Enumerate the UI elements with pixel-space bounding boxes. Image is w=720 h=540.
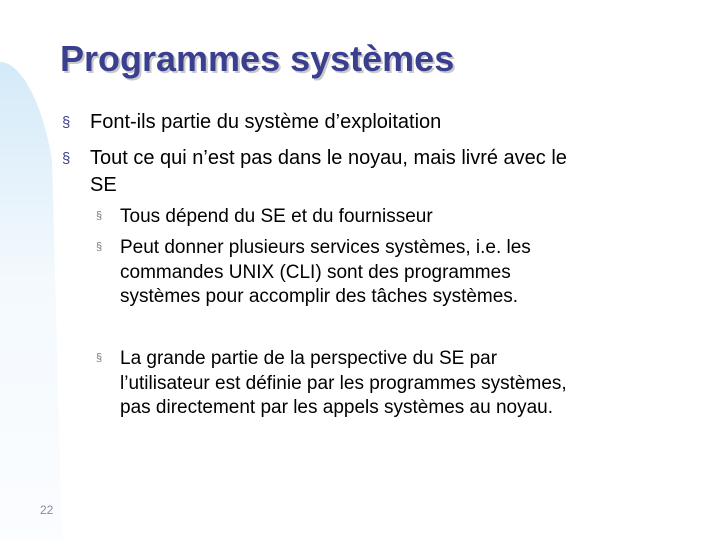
bullet-marker: § xyxy=(62,150,71,167)
bullet-text: Tout ce qui n’est pas dans le noyau, mais livré avec le SE xyxy=(90,147,567,196)
bullet-item xyxy=(62,145,582,199)
sub-bullet-item xyxy=(96,205,616,230)
sub-bullet-item xyxy=(96,347,591,421)
sub-bullet-text: Tous dépend du SE et du fournisseur xyxy=(120,206,433,227)
sub-bullet-marker: § xyxy=(96,352,103,364)
sub-bullet-text: La grande partie de la perspective du SE par l’utilisateur est définie par les programmes systèmes, pas directement par les appels systèmes au noyau. xyxy=(120,348,567,418)
sub-bullet-text: Peut donner plusieurs services systèmes, i.e. les commandes UNIX (CLI) sont des programmes systèmes pour accomplir des tâches systèmes. xyxy=(120,237,531,307)
sub-bullet-marker: § xyxy=(96,210,103,222)
page-number: 22 xyxy=(40,503,54,517)
sub-bullet-marker: § xyxy=(96,241,103,253)
bullet-marker: § xyxy=(62,114,71,131)
bullet-item xyxy=(62,109,622,136)
bullet-text: Font-ils partie du système d’exploitation xyxy=(90,111,442,133)
sub-bullet-item xyxy=(96,236,591,310)
slide-title: Programmes systèmes xyxy=(60,38,455,79)
